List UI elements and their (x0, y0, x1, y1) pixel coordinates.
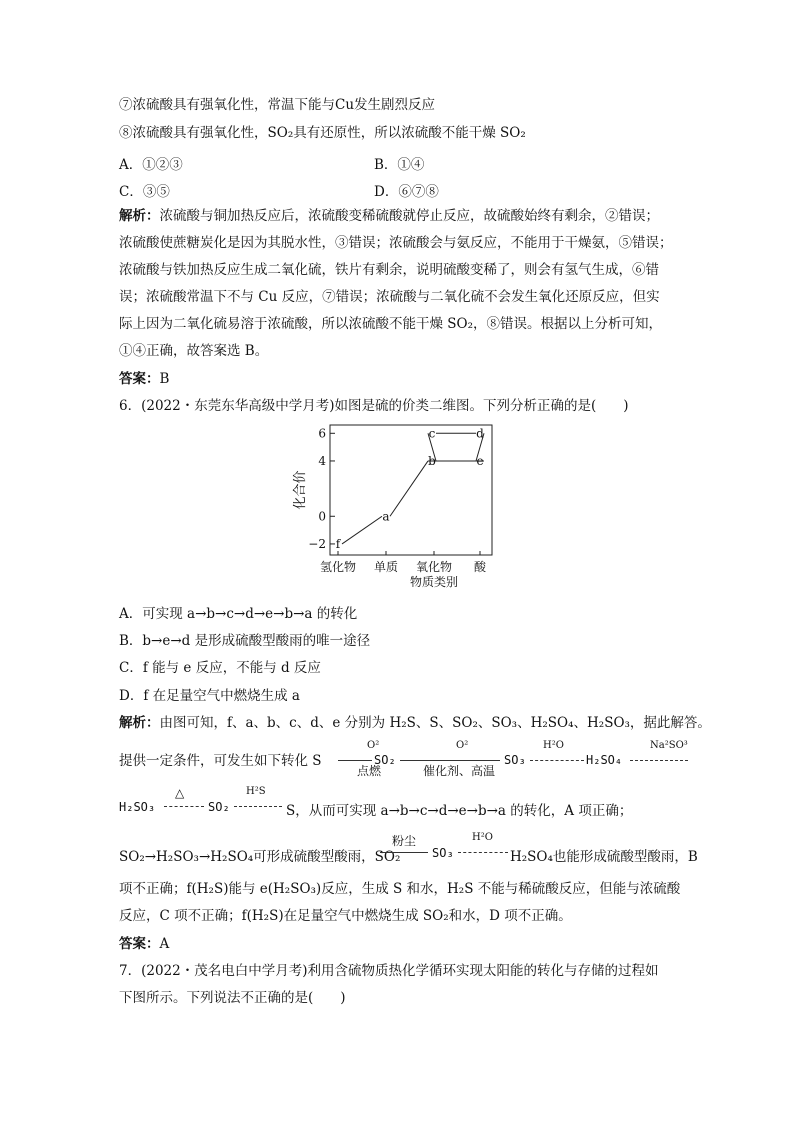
q5-option-b: B．①④ (374, 157, 425, 173)
condition-heat: △ (175, 786, 185, 800)
q5-explanation-line-6: ①④正确，故答案选 B。 (119, 343, 269, 359)
point-b: b (428, 453, 436, 468)
reaction-arrow (630, 760, 688, 761)
condition-h2o: H²O (472, 832, 493, 843)
condition-h2s: H²S (246, 786, 266, 797)
condition-na2so3: Na²SO³ (650, 740, 688, 751)
q6-option-c: C．f 能与 e 反应，不能与 d 反应 (119, 660, 321, 676)
q6-explanation-line-5: 项不正确；f(H₂S)能与 e(H₂SO₃)反应，生成 S 和水，H₂S 不能与稀硫酸反应，但能与浓硫酸 (119, 881, 681, 897)
reaction-arrow (530, 760, 584, 761)
q6-stem: 6．(2022・东莞东华高级中学月考)如图是硫的价类二维图。下列分析正确的是( ) (119, 398, 629, 414)
condition-o2: O² (456, 740, 469, 751)
answer-label: 答案： (119, 371, 160, 387)
statement-8: ⑧浓硫酸具有强氧化性，SO₂具有还原性，所以浓硫酸不能干燥 SO₂ (119, 125, 526, 141)
reaction-arrow (164, 806, 204, 807)
q6-option-d: D．f 在足量空气中燃烧生成 a (119, 688, 300, 704)
y-tick-label: −2 (308, 536, 326, 551)
q5-option-c: C．③⑤ (119, 184, 170, 200)
condition-dust: 粉尘 (392, 834, 417, 848)
q5-explanation-line-3: 浓硫酸与铁加热反应生成二氧化硫，铁片有剩余，说明硫酸变稀了，则会有氢气生成，⑥错 (119, 262, 659, 278)
connection-line (390, 461, 428, 516)
reaction-arrow (458, 852, 508, 853)
q5-explanation-line-5: 际上因为二氧化硫易溶于浓硫酸，所以浓硫酸不能干燥 SO₂，⑧错误。根据以上分析可知， (119, 316, 663, 332)
y-tick-label: 0 (318, 509, 326, 524)
q6-explanation-line-6: 反应，C 项不正确；f(H₂S)在足量空气中燃烧生成 SO₂和水，D 项不正确。 (119, 908, 572, 924)
explanation-label: 解析： (119, 208, 160, 224)
q7-stem-line-1: 7．(2022・茂名电白中学月考)利用含硫物质热化学循环实现太阳能的转化与存储的过程如 (119, 963, 659, 979)
q6-answer: 答案：A (119, 936, 170, 952)
x-axis-title: 物质类别 (409, 575, 459, 589)
q7-stem-line-2: 下图所示。下列说法不正确的是( ) (119, 990, 346, 1006)
q5-option-d: D．⑥⑦⑧ (374, 184, 439, 200)
x-tick-label: 氢化物 (319, 560, 357, 574)
point-e: e (476, 453, 484, 468)
connection-line (342, 516, 382, 544)
q6-option-b: B．b→e→d 是形成硫酸型酸雨的唯一途径 (119, 633, 371, 649)
point-c: c (428, 426, 436, 441)
q6-explanation-line-1: 解析：由图可知，f、a、b、c、d、e 分别为 H₂S、S、SO₂、SO₃、H₂SO₄、H₂SO₃，据此解答。 (119, 715, 711, 731)
point-f: f (335, 536, 341, 551)
valence-chart (290, 420, 500, 590)
reaction-arrow (234, 806, 282, 807)
y-axis-title: 化合价 (293, 470, 308, 510)
condition-ignite: 点燃 (357, 764, 382, 778)
x-tick-label: 单质 (373, 560, 399, 574)
statement-7: ⑦浓硫酸具有强氧化性，常温下能与Cu发生剧烈反应 (119, 97, 436, 113)
reaction-arrow (380, 852, 428, 853)
x-tick-label: 酸 (473, 560, 487, 574)
condition-o2: O² (367, 740, 380, 751)
y-tick-label: 6 (318, 426, 326, 441)
condition-h2o: H²O (543, 740, 564, 751)
q5-explanation-line-2: 浓硫酸使蔗糖炭化是因为其脱水性，③错误；浓硫酸会与氨反应，不能用于干燥氨，⑤错误； (119, 235, 673, 251)
reaction-arrow (400, 760, 500, 761)
explanation-label: 解析： (119, 715, 160, 731)
point-a: a (382, 509, 390, 524)
q5-explanation-line-1: 解析：浓硫酸与铜加热反应后，浓硫酸变稀硫酸就停止反应，故硫酸始终有剩余，②错误； (119, 208, 659, 224)
reaction-arrow (338, 760, 372, 761)
q5-option-a: A．①②③ (119, 157, 183, 173)
condition-catalyst: 催化剂、高温 (423, 764, 496, 778)
q5-explanation-line-4: 误；浓硫酸常温下不与 Cu 反应，⑦错误；浓硫酸与二氧化硫不会发生氧化还原反应，但实 (119, 289, 660, 305)
q5-answer: 答案：B (119, 371, 170, 387)
x-tick-label: 氧化物 (415, 560, 453, 574)
answer-label: 答案： (119, 936, 160, 952)
y-tick-label: 4 (318, 453, 326, 468)
q6-option-a: A．可实现 a→b→c→d→e→b→a 的转化 (119, 606, 358, 622)
point-d: d (476, 426, 484, 441)
